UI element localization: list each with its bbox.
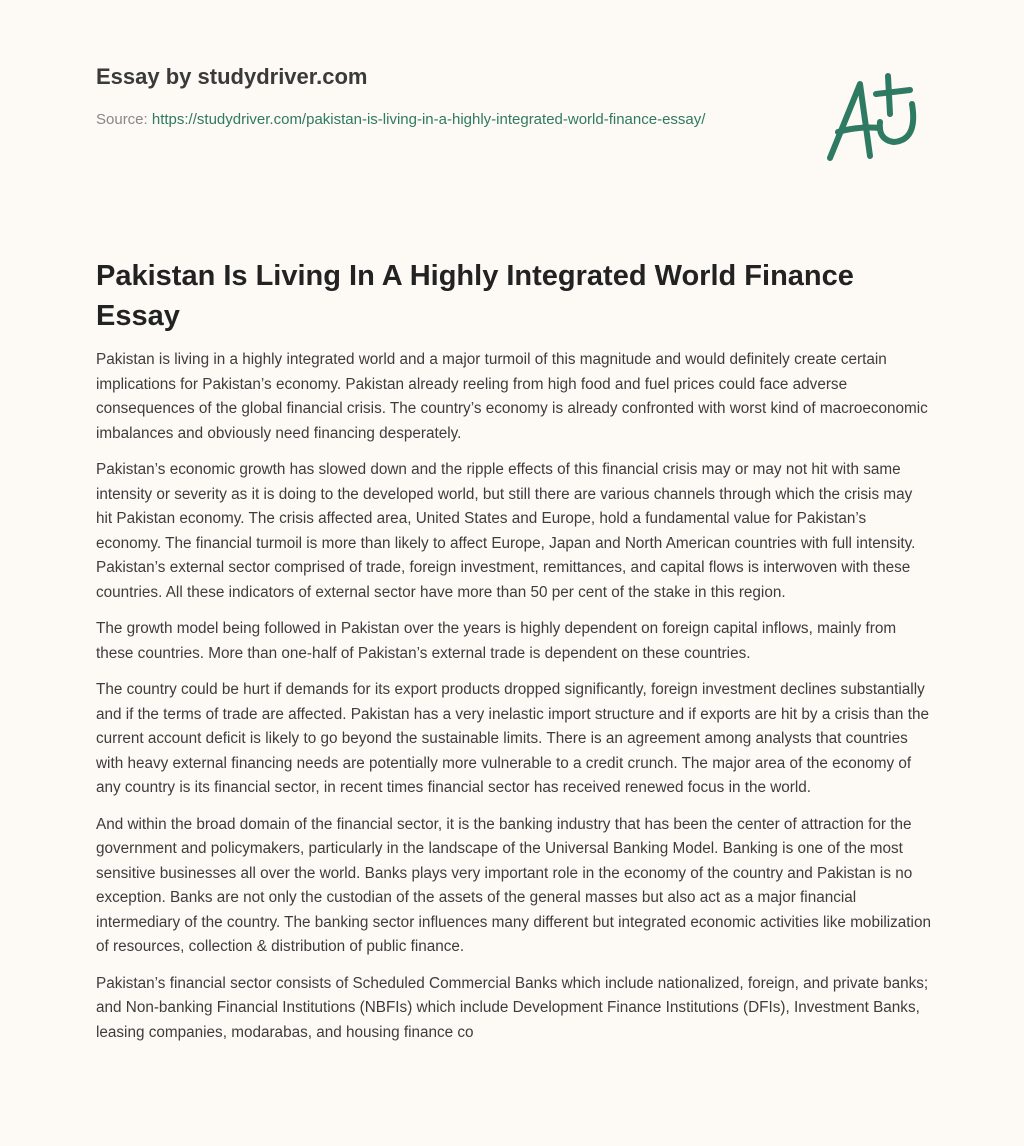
article-paragraph: Pakistan’s financial sector consists of Scheduled Commercial Banks which include nationalized, foreign, and private banks; and Non-banking Financial Institutions (NBFIs) which include Development Finance Institutions (DFIs), Investment Banks, leasing companies, modarabas, and housing finance co [96,974,929,1041]
article-paragraph: The country could be hurt if demands for its export products dropped significantly, foreign investment declines substantially and if the terms of trade are affected. Pakistan has a very inelastic import structure and if exports are hit by a crisis than the current account deficit is likely to go beyond the sustainable limits. There is an agreement among analysts that countries with heavy external financing needs are potentially more vulnerable to a credit crunch. The major area of the economy of any country is its financial sector, in recent times financial sector has received renewed focus in the world. [96,681,929,796]
article [96,256,932,1057]
a-plus-logo-icon [818,70,928,170]
site-brand: Essay by studydriver.com [96,64,368,89]
article-paragraph: The growth model being followed in Pakistan over the years is highly dependent on foreign capital inflows, mainly from these countries. More than one-half of Pakistan’s external trade is dependent on these countries. [96,620,897,662]
source-line [96,108,776,131]
site-header [96,64,776,131]
article-paragraph: Pakistan’s economic growth has slowed down and the ripple effects of this financial crisis may or may not hit with same intensity or severity as it is doing to the developed world, but still there are various channels through which the crisis may hit Pakistan economy. The crisis affected area, United States and Europe, hold a fundamental value for Pakistan’s economy. The financial turmoil is more than likely to affect Europe, Japan and North American countries with full intensity. Pakistan’s external sector comprised of trade, foreign investment, remittances, and capital flows is interwoven with these countries. All these indicators of external sector have more than 50 per cent of the stake in this region. [96,461,916,601]
source-link[interactable]: https://studydriver.com/pakistan-is-living-in-a-highly-integrated-world-finance-essay/ [151,111,706,128]
article-paragraph: And within the broad domain of the financial sector, it is the banking industry that has been the center of attraction for the government and policymakers, particularly in the landscape of the Universal Banking Model. Banking is one of the most sensitive businesses all over the world. Banks plays very important role in the economy of the country and Pakistan is no exception. Banks are not only the custodian of the assets of the general masses but also act as a major financial intermediary of the country. The banking sector influences many different but integrated economic activities like mobilization of resources, collection & distribution of public finance. [96,815,931,955]
source-label: Source: [96,111,148,128]
article-title: Pakistan Is Living In A Highly Integrated World Finance Essay [96,260,854,332]
article-paragraph: Pakistan is living in a highly integrated world and a major turmoil of this magnitude and would definitely create certain implications for Pakistan’s economy. Pakistan already reeling from high food and fuel prices could face adverse consequences of the global financial crisis. The country’s economy is already confronted with worst kind of macroeconomic imbalances and obviously need financing desperately. [96,351,928,442]
